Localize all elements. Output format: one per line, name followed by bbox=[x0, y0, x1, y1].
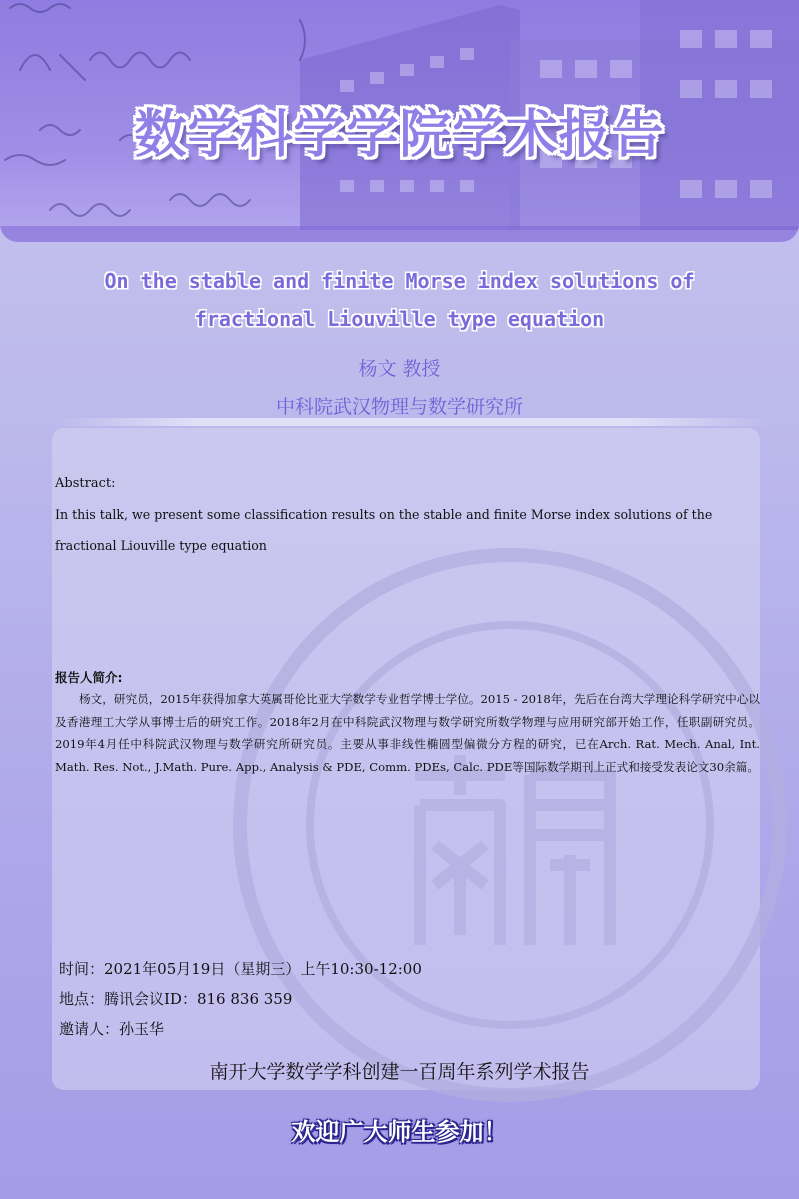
series-title: 南开大学数学学科创建一百周年系列学术报告 bbox=[209, 1061, 590, 1083]
separator bbox=[52, 418, 772, 426]
talk-host: 邀请人：孙玉华 bbox=[59, 1020, 165, 1038]
talk-time: 时间：2021年05月19日（星期三）上午10:30-12:00 bbox=[59, 960, 422, 978]
talk-location: 地点：腾讯会议ID：816 836 359 bbox=[59, 990, 293, 1008]
university-seal-watermark-icon bbox=[230, 545, 790, 1105]
talk-title bbox=[0, 262, 799, 338]
header-title: 数学科学学院学术报告 bbox=[134, 105, 665, 165]
welcome-banner: 欢迎广大师生参加！ bbox=[291, 1118, 508, 1146]
abstract-label: Abstract: bbox=[55, 476, 116, 491]
header-base-strip bbox=[0, 226, 799, 242]
header-banner bbox=[0, 0, 799, 242]
bio-text: 杨文，研究员，2015年获得加拿大英属哥伦比亚大学数学专业哲学博士学位。2015 - 2018年，先后在台湾大学理论科学研究中心以及香港理工大学从事博士后的研究工作。2018年2月在中科院武汉物理与数学研究所数学物理与应用研究部开始工作，任职副研究员。2019年4月任中科院武汉物理与数学研究所研究员。主要从事非线性椭圆型偏微分方程的研究，已在Arch. Rat. Mech. Anal, Int. Math. Res. Not., J.Math. Pure. App., Analysis & PDE, Comm. PDEs, Calc. PDE等国际数学期刊上正式和接受发表论文30余篇。 bbox=[55, 692, 760, 774]
talk-title-line2: fractional Liouville type equation bbox=[194, 307, 605, 331]
abstract-text: In this talk, we present some classification results on the stable and finite Morse index solutions of the fractional Liouville type equation bbox=[55, 507, 713, 553]
bio-label: 报告人简介: bbox=[55, 670, 123, 685]
talk-title-line1: On the stable and finite Morse index solutions of bbox=[104, 269, 695, 293]
speaker-name: 杨文 教授 bbox=[358, 358, 441, 380]
speaker-affiliation: 中科院武汉物理与数学研究所 bbox=[275, 396, 523, 418]
